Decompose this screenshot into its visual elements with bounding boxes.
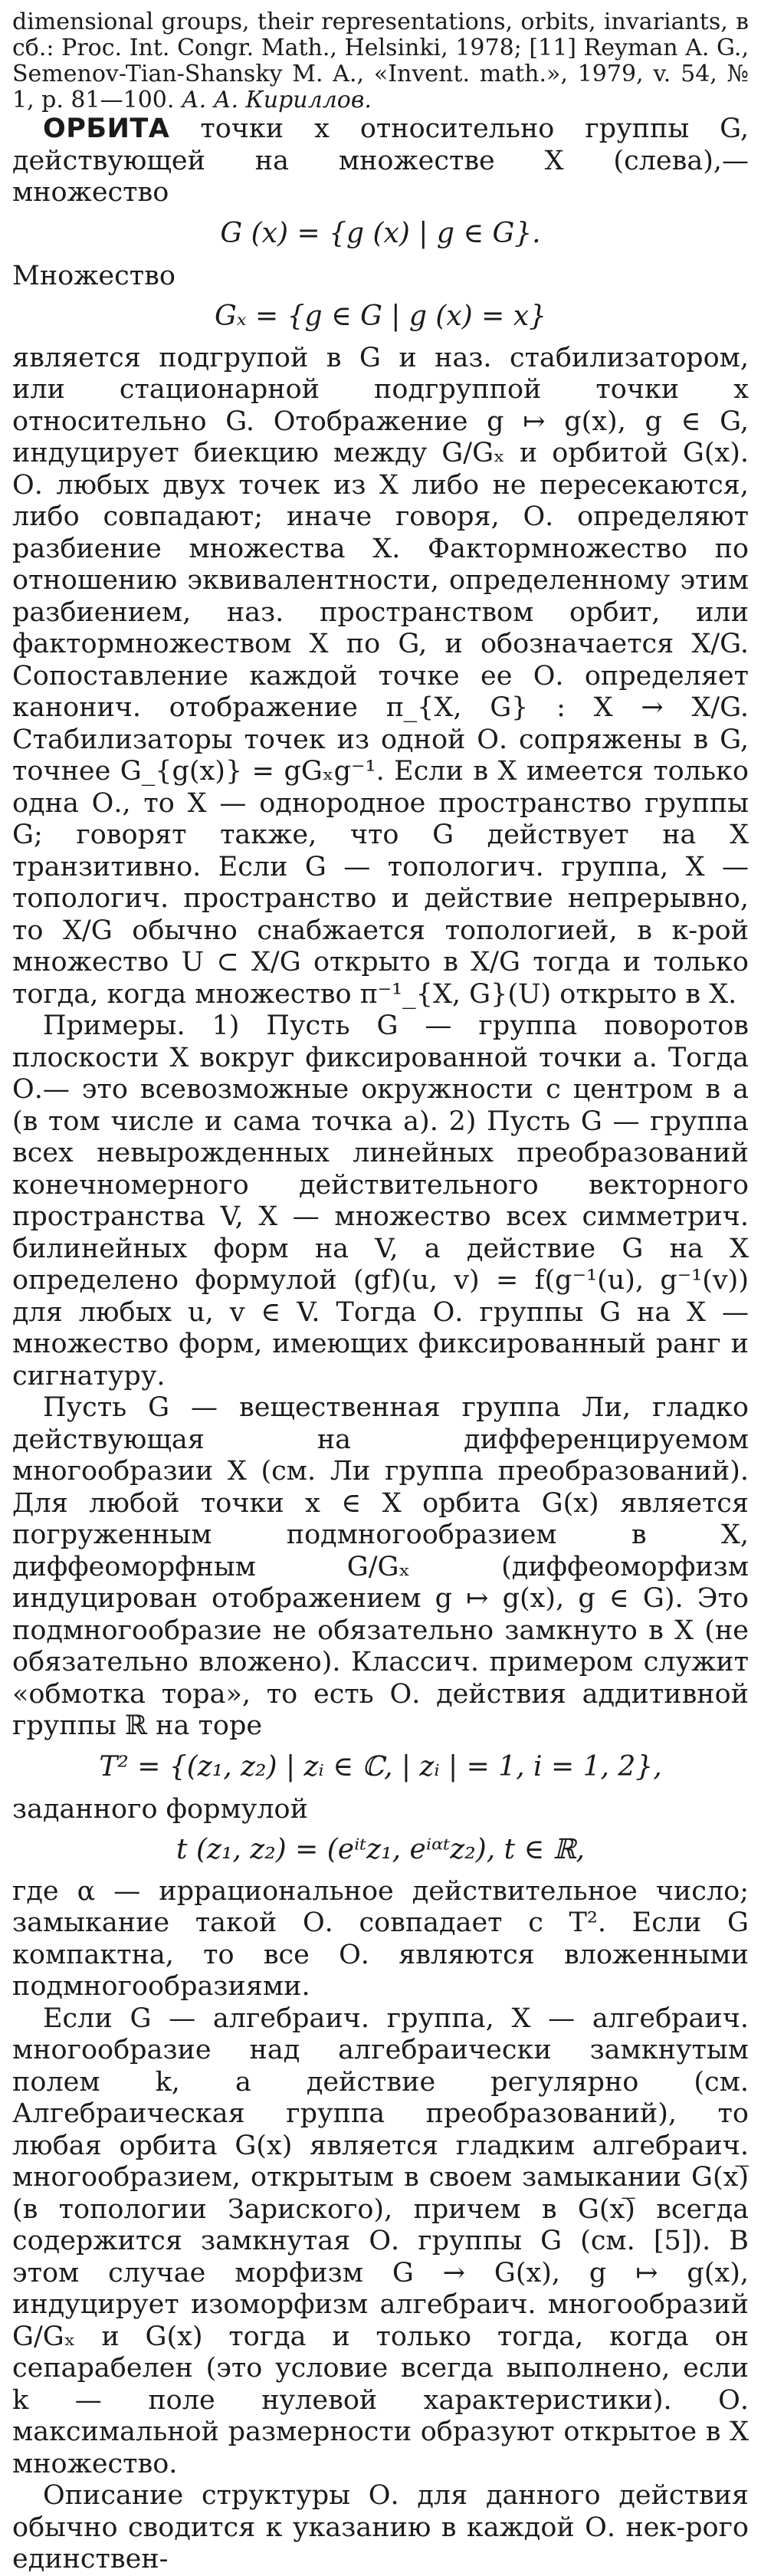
article-intro-text: точки x относительно группы G, действующей на множестве X (слева),— множество <box>12 113 749 208</box>
stabilizer-label: Множество <box>12 260 175 291</box>
references-author: А. А. Кириллов. <box>181 87 372 113</box>
paragraph-examples: Примеры. 1) Пусть G — группа поворотов плоскости X вокруг фиксированной точки a. Тогда О.— это всевозможные окружности с центром в a (в том числе и сама точка a). 2) Пусть G — группа всех невырожденных линейных преобразований конечномерного действительного векторного пространства V, X — множество всех симметрич. билинейных форм на V, а действие G на X определено формулой (gf)(u, v) = f(g⁻¹(u), g⁻¹(v)) для любых u, v ∈ V. Тогда О. группы G на X — множество форм, имеющих фиксированный ранг и сигнатуру. <box>12 1010 749 1392</box>
paragraph-structure: Описание структуры О. для данного действия обычно сводится к указанию в каждой О. нек-рого единствен- <box>12 2480 749 2574</box>
text-column <box>12 9 749 2576</box>
equation-orbit: G (x) = {g (x) | g ∈ G}. <box>220 217 541 249</box>
references-text: dimensional groups, their representations, orbits, invariants, в сб.: Proc. Int. Congr. Math., Helsinki, 1978; [11] Reyman A. G., Semenov-Tian-Shansky M. A., «Invent. math.», 1979, v. 54, № 1, p. 81—100. <box>12 8 749 113</box>
paragraph-lie-groups: Пусть G — вещественная группа Ли, гладко действующая на дифференцируемом многообразии X (см. Ли группа преобразований). Для любой точки x ∈ X орбита G(x) является погруженным подмногообразием в X, диффеоморфным G/Gₓ (диффеоморфизм индуцирован отображением g ↦ g(x), g ∈ G). Это подмногообразие не обязательно замкнуто в X (не обязательно вложено). Классич. примером служит «обмотка тора», то есть О. действия аддитивной группы ℝ на торе <box>12 1392 749 1741</box>
paragraph-definitions: является подгрупой в G и наз. стабилизатором, или стационарной подгруппой точки x относительно G. Отображение g ↦ g(x), g ∈ G, индуцирует биекцию между G/Gₓ и орбитой G(x). О. любых двух точек из X либо не пересекаются, либо совпадают; иначе говоря, О. определяют разбиение множества X. Фактормножество по отношению эквивалентности, определенному этим разбиением, наз. пространством орбит, или фактормножеством X по G, и обозначается X/G. Сопоставление каждой точке ее О. определяет канонич. отображение π_{X, G} : X → X/G. Стабилизаторы точек из одной О. сопряжены в G, точнее G_{g(x)} = gGₓg⁻¹. Если в X имеется только одна О., то X — однородное пространство группы G; говорят также, что G действует на X транзитивно. Если G — топологич. группа, X — топологич. пространство и действие непрерывно, то X/G обычно снабжается топологией, в к-рой множество U ⊂ X/G открыто в X/G тогда и только тогда, когда множество π⁻¹_{X, G}(U) открыто в X. <box>12 342 749 1010</box>
article-headword: ОРБИТА <box>43 113 170 144</box>
given-by-formula-label: заданного формулой <box>12 1793 308 1825</box>
equation-flow: t (z₁, z₂) = (eⁱᵗz₁, eⁱᵅᵗz₂), t ∈ ℝ, <box>176 1833 585 1865</box>
equation-stabilizer: Gₓ = {g ∈ G | g (x) = x} <box>215 300 546 332</box>
paragraph-algebraic: Если G — алгебраич. группа, X — алгебраич. многообразие над алгебраически замкнутым полем k, а действие регулярно (см. Алгебраическая группа преобразований), то любая орбита G(x) является гладким алгебраич. многообразием, открытым в своем замыкании G(x)̅ (в топологии Зариского), причем в G(x)̅ всегда содержится замкнутая О. группы G (см. [5]). В этом случае морфизм G → G(x), g ↦ g(x), индуцирует изоморфизм алгебраич. многообразий G/Gₓ и G(x) тогда и только тогда, когда он сепарабелен (это условие всегда выполнено, если k — поле нулевой характеристики). О. максимальной размерности образуют открытое в X множество. <box>12 2003 749 2479</box>
paragraph-irrational: где α — иррациональное действительное число; замыкание такой О. совпадает с T². Если G компактна, то все О. являются вложенными подмногообразиями. <box>12 1875 749 2002</box>
article-intro <box>12 113 749 209</box>
equation-torus: T² = {(z₁, z₂) | zᵢ ∈ ℂ, | zᵢ | = 1, i = 1, 2}, <box>99 1750 662 1783</box>
references-tail <box>12 9 749 113</box>
